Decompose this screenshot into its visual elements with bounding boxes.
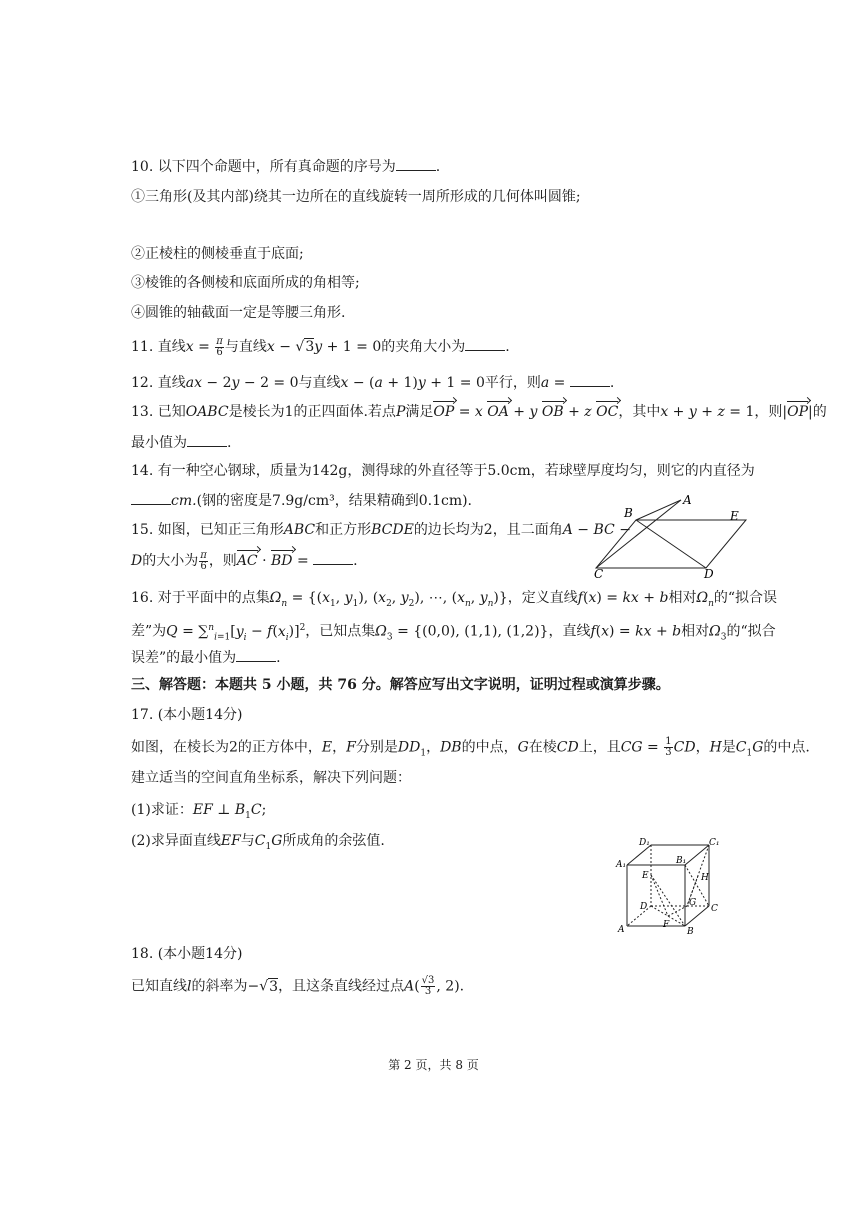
label-D: D xyxy=(640,902,648,912)
q17-header: 17. (本小题14分) xyxy=(131,707,243,723)
q16-line-1: 16. 对于平面中的点集$\Omega_n = \{(x_1$, $y_1$), ($x_2$, $y_2$), ⋯, ($x_n$, $y_n$)}，定义直线f(x) = kx + b相对$\Omega_n$的“拟合误 xyxy=(131,590,778,609)
label-A: A xyxy=(683,493,692,507)
q17-cube-figure xyxy=(615,833,720,937)
answer-blank xyxy=(396,156,436,171)
answer-blank xyxy=(313,550,353,565)
label-B: B xyxy=(687,927,694,937)
q17-line-1: 如图，在棱长为2的正方体中，E，F分别是$DD_1$，DB的中点，G在棱CD上，且CG = $\frac{1}{3}$ CD，H是$C_1G$的中点. xyxy=(131,736,810,759)
q17-line-2: 建立适当的空间直角坐标系，解决下列问题： xyxy=(131,770,411,786)
label-E: E xyxy=(730,509,739,523)
q10-option-3: ③棱锥的各侧棱和底面所成的角相等; xyxy=(131,275,360,291)
q17-part-2: (2)求异面直线EF与$C_1G$所成角的余弦值. xyxy=(131,833,385,852)
q16-line-3: 误差”的最小值为 . xyxy=(131,647,281,668)
q18-line-1: 已知直线l的斜率为−√3，且这条直线经过点A( $\frac{√3}{3}$ , 2). xyxy=(131,975,465,997)
q14-line-1: 14. 有一种空心钢球，质量为142g，测得球的外直径等于5.0cm，若球壁厚度均匀，则它的内直径为 xyxy=(131,463,755,479)
label-A: A xyxy=(618,925,625,935)
q10-option-2: ②正棱柱的侧棱垂直于底面; xyxy=(131,246,304,262)
page-footer: 第 2 页，共 8 页 xyxy=(388,1058,479,1072)
q18-header: 18. (本小题14分) xyxy=(131,946,243,962)
label-D1: D₁ xyxy=(639,838,650,848)
label-C: C xyxy=(594,567,604,580)
answer-blank xyxy=(236,647,276,662)
label-B1: B₁ xyxy=(676,856,687,866)
label-D: D xyxy=(704,567,714,580)
q10-stem: 10. 以下四个命题中，所有真命题的序号为 . xyxy=(131,156,440,177)
answer-blank xyxy=(131,490,171,505)
label-C1: C₁ xyxy=(709,838,720,848)
q12: 12. 直线ax − 2y − 2 = 0与直线x − (a + 1)y + 1 = 0平行，则a = . xyxy=(131,372,614,393)
q11: 11. 直线x = $\frac{\pi}{6}$ 与直线x − √3y + 1 = 0的夹角大小为 . xyxy=(131,335,510,358)
label-A1: A₁ xyxy=(616,860,627,870)
label-C: C xyxy=(711,904,718,914)
answer-blank xyxy=(570,372,610,387)
q13-line-2: 最小值为 . xyxy=(131,432,231,453)
label-E: E xyxy=(642,871,649,881)
answer-blank xyxy=(187,432,227,447)
q14-line-2: cm.(钢的密度是7.9g/cm³，结果精确到0.1cm). xyxy=(131,490,472,511)
label-F: F xyxy=(663,920,670,930)
label-B: B xyxy=(624,506,633,520)
label-G: G xyxy=(689,898,697,908)
label-H: H xyxy=(701,873,709,883)
section-3-heading: 三、解答题：本题共 5 小题，共 76 分。解答应写出文字说明，证明过程或演算步骤。 xyxy=(131,677,670,693)
q15-figure xyxy=(588,490,748,580)
q10-option-4: ④圆锥的轴截面一定是等腰三角形. xyxy=(131,305,346,321)
q10-option-1: ①三角形(及其内部)绕其一边所在的直线旋转一周所形成的几何体叫圆锥; xyxy=(131,189,581,205)
q15-line-2: D的大小为 $\frac{\pi}{6}$ ，则AC · BD = . xyxy=(131,549,358,572)
q16-line-2: 差”为$Q = \sum^n_{i=1}[y_i - f(x_i)]^2$，已知点集$\Omega_3 = \{(0,0)$, (1,1), (1,2)}，直线f(x) = kx + b相对$\Omega_3$的“拟合 xyxy=(131,623,776,643)
q13-line-1: 13. 已知OABC是棱长为1的正四面体.若点P满足OP = x OA + y OB + z OC，其中x + y + z = 1，则|OP|的 xyxy=(131,404,827,420)
q15-line-1: 15. 如图，已知正三角形ABC和正方形BCDE的边长均为2，且二面角A − BC − xyxy=(131,522,631,538)
answer-blank xyxy=(465,336,505,351)
q17-part-1: (1)求证：EF ⊥ $B_1C$; xyxy=(131,802,267,821)
